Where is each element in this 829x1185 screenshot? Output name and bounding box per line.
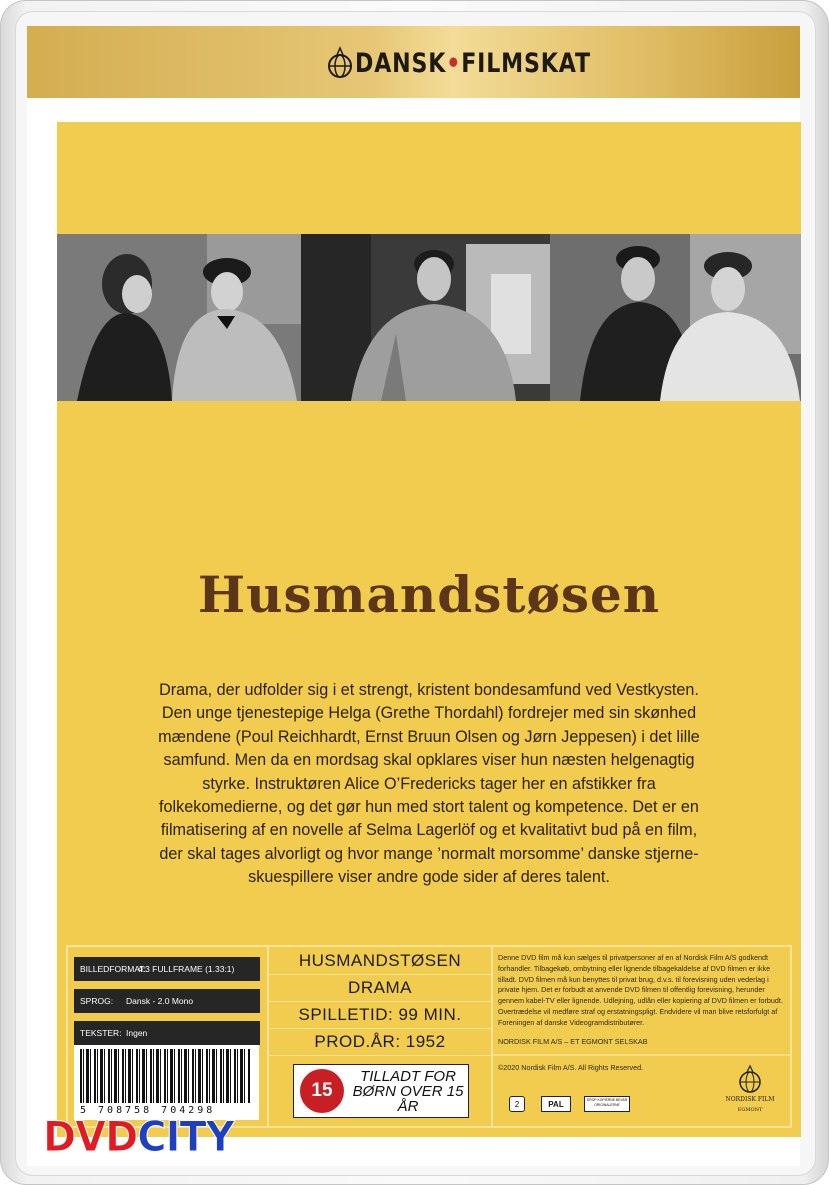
spec-key: SPROG: <box>80 996 114 1006</box>
movie-title: Husmandstøsen <box>197 565 661 624</box>
age-rating-text: TILLADT FOR BØRN OVER 15 ÅR <box>352 1068 464 1115</box>
publisher-logo <box>718 1064 782 1113</box>
legal-text: Denne DVD film må kun sælges til privatpersoner af en af Nordisk Film A/S godkendt forhandler. Tilbagekøb, ombytning eller lignende tilbagekaldelse af DVD filmen er ikke tilladt. DVD filmen må kun benyttes til privat brug, d.v.s. til forevisning uden vederlag i private hjem. Det er forbudt at anvende DVD filmen til offentlig forevisning, herunder gennem kabel-TV eller lignende. Udlejning, udlån eller kopiering af DVD filmen er forbudt. Overtrædelse vil medføre straf og erstatningspligt. Endvidere vil man blive retsforfulgt af Foreningen af danske Videogramdistributører. <box>498 953 783 1027</box>
spec-key: BILLEDFORMAT: <box>80 964 146 974</box>
spec-value: Ingen <box>126 1028 148 1038</box>
globe-icon <box>737 1064 763 1094</box>
facts-title: HUSMANDSTØSEN <box>269 948 491 975</box>
watermark-part-1: DVD <box>43 1112 138 1161</box>
region-badge: 2 <box>509 1096 525 1112</box>
facts-year: PROD.ÅR: 1952 <box>269 1029 491 1056</box>
barcode-number: 5 708758 704298 <box>80 1105 216 1116</box>
publisher-name: NORDISK FILM <box>725 1096 775 1103</box>
copyright: ©2020 Nordisk Film A/S. All Rights Reserved. <box>498 1063 644 1072</box>
spec-key: TEKSTER: <box>80 1028 122 1038</box>
still-photo-2 <box>301 234 550 401</box>
brand-logo <box>325 41 643 85</box>
barcode <box>74 1045 259 1120</box>
anti-piracy-badge: DROP KOPIERNE BEVAR ORIGINALERNE <box>584 1096 630 1112</box>
barcode-bars <box>80 1049 250 1103</box>
legal-company: NORDISK FILM A/S – ET EGMONT SELSKAB <box>498 1036 648 1046</box>
spec-row <box>74 957 260 981</box>
legal-notice <box>498 953 790 1072</box>
brand-text <box>355 48 591 79</box>
movie-facts <box>269 948 491 1056</box>
brand-right: FILMSKAT <box>461 47 591 79</box>
age-rating <box>293 1064 469 1118</box>
facts-runtime: SPILLETID: 99 MIN. <box>269 1002 491 1029</box>
spec-row <box>74 989 260 1013</box>
age-rating-badge: 15 <box>300 1069 344 1113</box>
globe-icon <box>325 46 355 80</box>
facts-genre: DRAMA <box>269 975 491 1002</box>
synopsis: Drama, der udfolder sig i et strengt, kristent bondesamfund ved Vestkysten. Den unge tjenestepige Helga (Grethe Thordahl) fordrejer med sin skønhed mændene (Poul Reichhardt, Ernst Bruun Olsen og Jørn Jeppesen) i det lille samfund. Men da en mordsag skal opklares viser hun næsten helgenagtig styrke. Instruktøren Alice O’Fredericks tager her en afstikker fra folkekomedierne, og det gør hun med stort talent og kompetence. Det er en filmatisering af en novelle af Selma Lagerlöf og et kvalitativt bud på en film, der skal tages alvorligt og hvor mange ’normalt morsomme’ danske stjerne-skuespillere viser andre gode sider af deres talent. <box>158 681 700 887</box>
pal-badge: PAL <box>541 1096 571 1112</box>
series-header <box>27 26 800 98</box>
spec-row <box>74 1021 260 1045</box>
tech-specs <box>74 957 260 1053</box>
brand-left: DANSK <box>355 47 447 79</box>
brand-separator: • <box>446 47 462 79</box>
photo-strip <box>57 234 801 401</box>
still-photo-3 <box>550 234 801 401</box>
spec-value: Dansk - 2.0 Mono <box>126 996 194 1006</box>
watermark-part-2: CITY <box>137 1112 234 1161</box>
publisher-sub: EGMONT <box>737 1107 763 1113</box>
watermark-logo <box>43 1112 234 1161</box>
still-photo-1 <box>57 234 301 401</box>
spec-value: 4:3 FULLFRAME (1.33:1) <box>138 964 235 974</box>
